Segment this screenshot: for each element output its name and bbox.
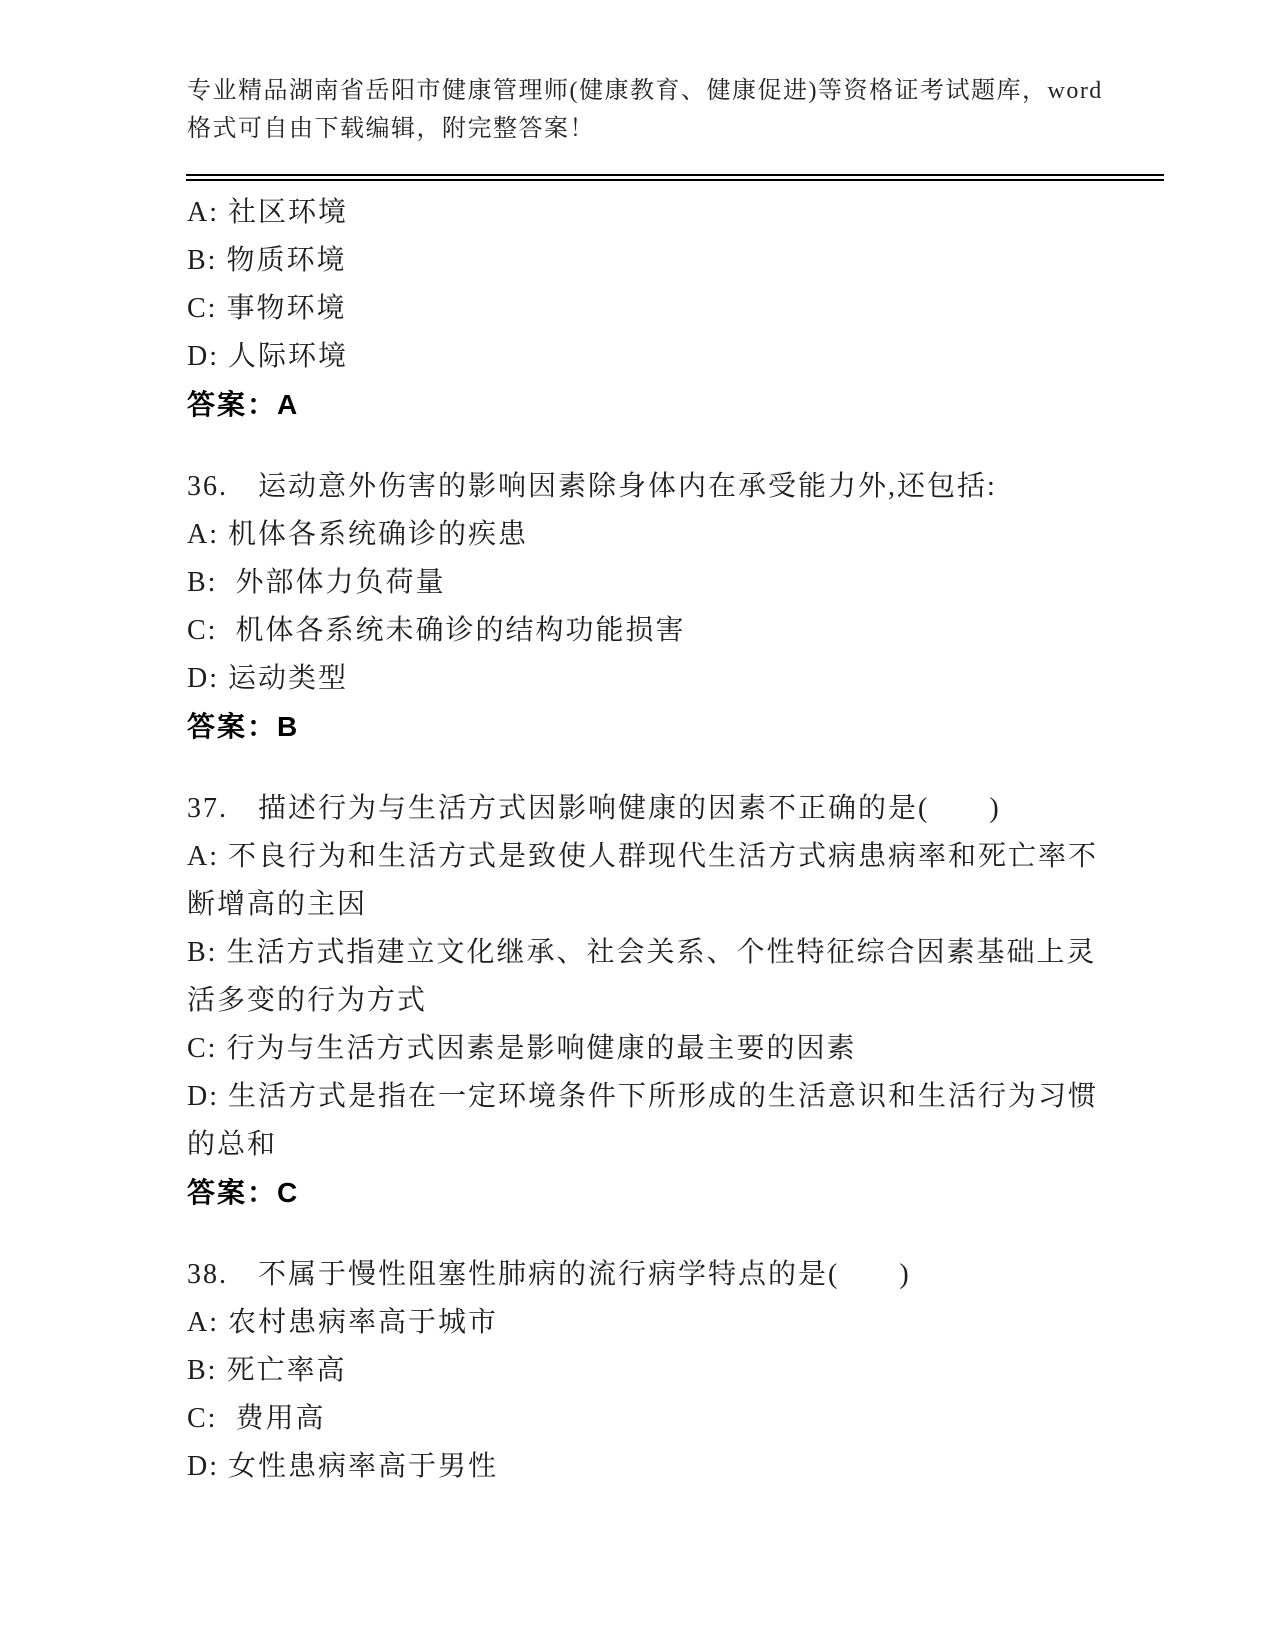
option-b: B: 外部体力负荷量 [187, 567, 446, 598]
option-b: B: 物质环境 [187, 245, 347, 276]
question-block-38 [187, 1251, 1275, 1491]
option-b: B: 死亡率高 [187, 1355, 347, 1386]
answer-text: 答案：C [187, 1177, 300, 1208]
option-a-line-1: A: 不良行为和生活方式是致使人群现代生活方式病患病率和死亡率不 [187, 841, 1099, 872]
answer-text: 答案：B [187, 711, 300, 742]
option-b-line-2: 活多变的行为方式 [187, 985, 428, 1016]
question-block-36 [187, 463, 1275, 751]
header-text-line-2: 格式可自由下载编辑，附完整答案！ [187, 116, 595, 142]
option-d: D: 人际环境 [187, 341, 349, 372]
header-text-line-1: 专业精品湖南省岳阳市健康管理师(健康教育、健康促进)等资格证考试题库，word [187, 78, 1103, 104]
option-c: C: 费用高 [187, 1403, 326, 1434]
option-a: A: 机体各系统确诊的疾患 [187, 519, 529, 550]
header-divider-double-line [186, 174, 1164, 181]
question-text: 38. 不属于慢性阻塞性肺病的流行病学特点的是( ) [187, 1259, 911, 1290]
document-content [0, 181, 1275, 1491]
option-b-line-1: B: 生活方式指建立文化继承、社会关系、个性特征综合因素基础上灵 [187, 937, 1097, 968]
question-text: 36. 运动意外伤害的影响因素除身体内在承受能力外,还包括: [187, 471, 997, 502]
option-c: C: 机体各系统未确诊的结构功能损害 [187, 615, 686, 646]
option-d: D: 运动类型 [187, 663, 349, 694]
option-d-line-2: 的总和 [187, 1129, 278, 1160]
option-a: A: 社区环境 [187, 197, 349, 228]
option-d-line-1: D: 生活方式是指在一定环境条件下所形成的生活意识和生活行为习惯 [187, 1081, 1099, 1112]
option-a: A: 农村患病率高于城市 [187, 1307, 499, 1338]
answer-text: 答案：A [187, 389, 300, 420]
option-c: C: 事物环境 [187, 293, 347, 324]
question-block-35-options [187, 189, 1275, 429]
question-block-37 [187, 785, 1275, 1217]
question-text: 37. 描述行为与生活方式因影响健康的因素不正确的是( ) [187, 793, 1001, 824]
option-c: C: 行为与生活方式因素是影响健康的最主要的因素 [187, 1033, 857, 1064]
option-a-line-2: 断增高的主因 [187, 889, 368, 920]
document-header [0, 0, 1275, 148]
option-d: D: 女性患病率高于男性 [187, 1451, 499, 1482]
